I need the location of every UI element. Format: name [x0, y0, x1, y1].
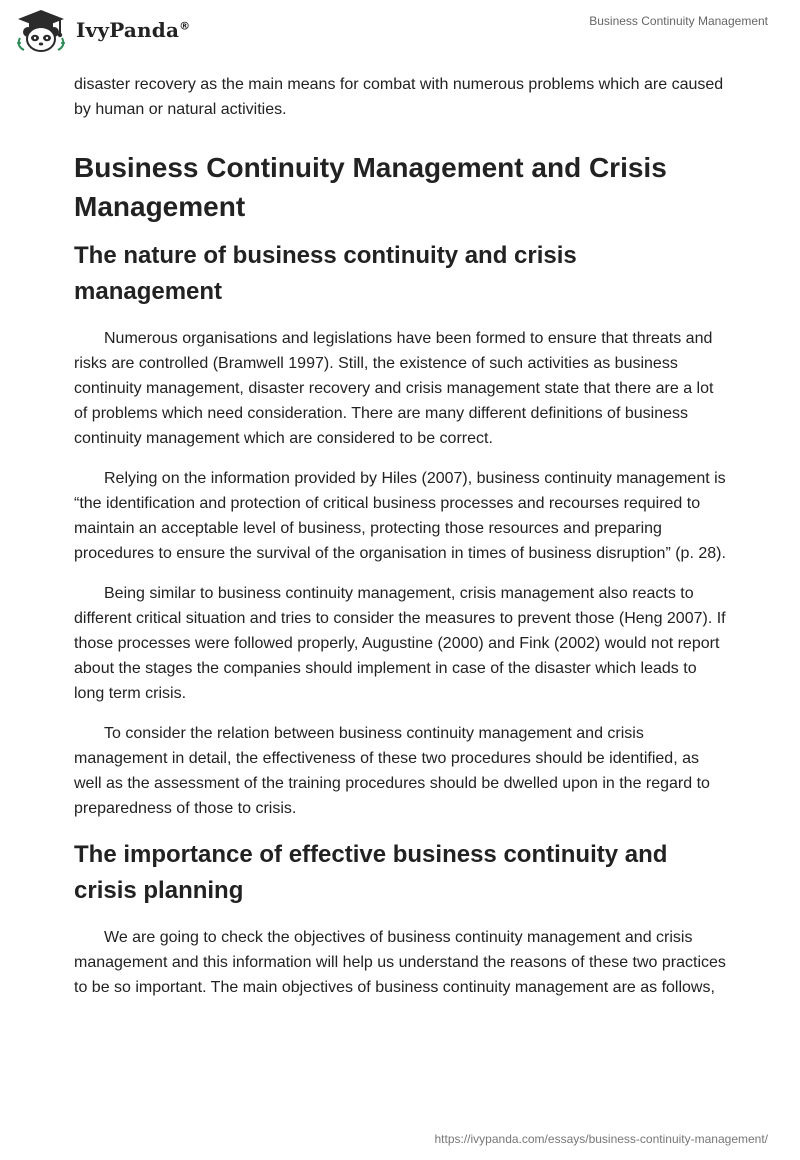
logo[interactable] — [12, 8, 190, 52]
subsection-title-nature: The nature of business continuity and crisis management — [74, 242, 577, 305]
paragraph-5: We are going to check the objectives of business continuity management and crisis management and this information will help us understand the reasons of these two practices to be so important. The main objectives of business continuity management are as follows, — [74, 929, 726, 996]
brand-name: IvyPanda® — [76, 18, 191, 42]
paragraph-intro-tail: disaster recovery as the main means for combat with numerous problems which are caused by human or natural activities. — [74, 76, 724, 118]
essay-content — [74, 72, 726, 1015]
paragraph-3: Being similar to business continuity management, crisis management also reacts to different critical situation and tries to consider the measures to prevent those (Heng 2007). If those processes were followed properly, Augustine (2000) and Fink (2002) would not report about the stages the companies should implement in case of the disaster which leads to long term crisis. — [74, 585, 726, 702]
paragraph-1: Numerous organisations and legislations have been formed to ensure that threats and risks are controlled (Bramwell 1997). Still, the existence of such activities as business continuity management, disaster recovery and crisis management state that there are a lot of problems which need consideration. There are many different definitions of business continuity management which are considered to be correct. — [74, 330, 714, 447]
paragraph-4: To consider the relation between business continuity management and crisis management in detail, the effectiveness of these two procedures should be identified, as well as the assessment of the training procedures should be dwelled upon in the regard to preparedness of those to crisis. — [74, 725, 710, 817]
page-header — [0, 0, 800, 70]
document-title: Business Continuity Management — [589, 14, 768, 28]
section-title: Business Continuity Management and Crisis Management — [74, 152, 667, 222]
paragraph-2: Relying on the information provided by Hiles (2007), business continuity management is “the identification and protection of critical business processes and recourses required to maintain an acceptable level of business, protecting those resources and preparing procedures to ensure the survival of the organisation in times of business disruption” (p. 28). — [74, 470, 726, 562]
panda-graduate-icon — [12, 8, 70, 52]
source-url[interactable]: https://ivypanda.com/essays/business-continuity-management/ — [434, 1132, 768, 1146]
subsection-title-importance: The importance of effective business continuity and crisis planning — [74, 841, 668, 904]
